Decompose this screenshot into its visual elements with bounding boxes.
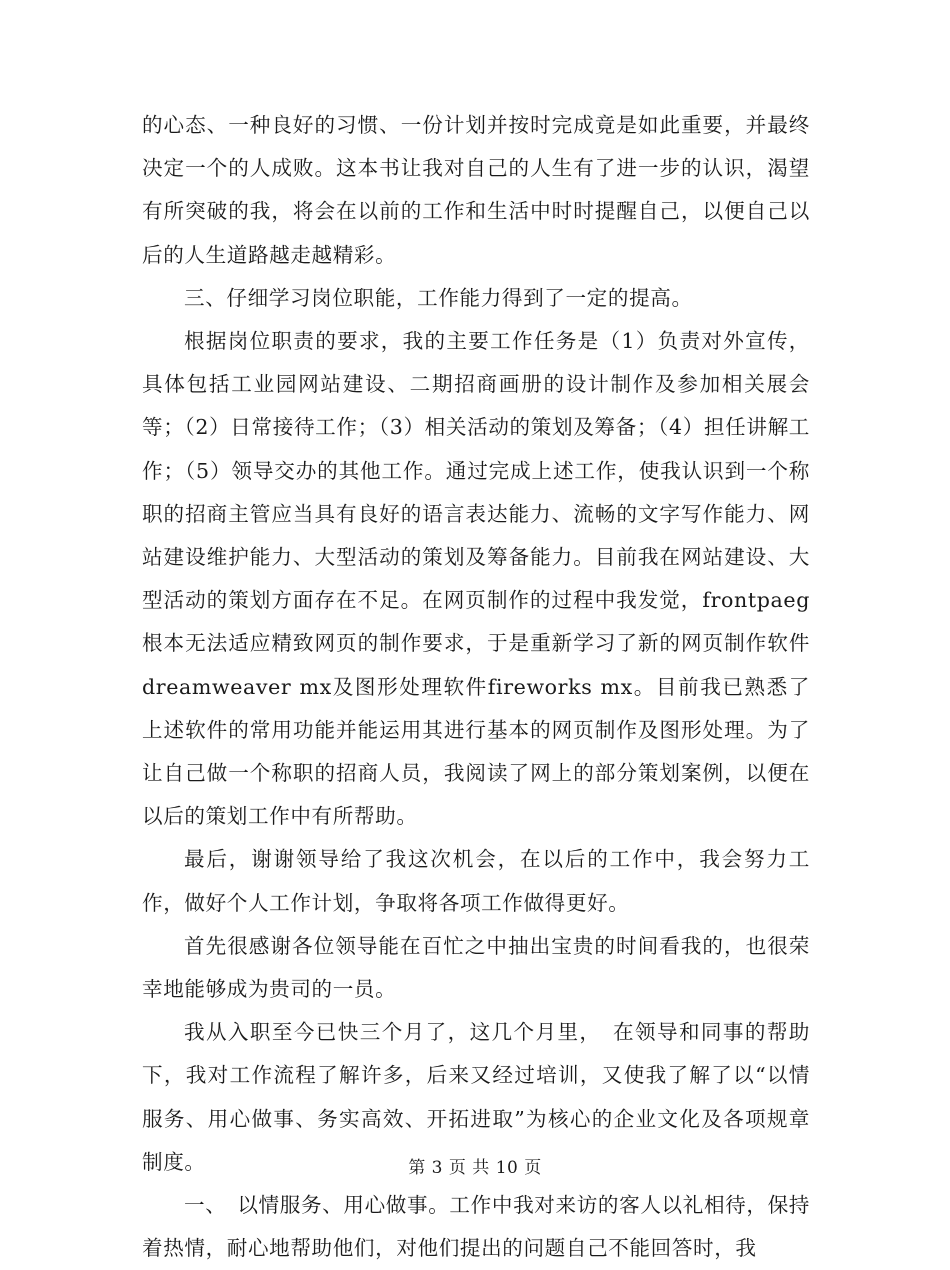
document-body bbox=[142, 104, 810, 1270]
paragraph: 根据岗位职责的要求，我的主要工作任务是（1）负责对外宣传，具体包括工业园网站建设、二期招商画册的设计制作及参加相关展会等；（2）日常接待工作；（3）相关活动的策划及筹备；（4）担任讲解工作；（5）领导交办的其他工作。通过完成上述工作，使我认识到一个称职的招商主管应当具有良好的语言表达能力、流畅的文字写作能力、网站建设维护能力、大型活动的策划及筹备能力。目前我在网站建设、大型活动的策划方面存在不足。在网页制作的过程中我发觉，frontpaeg根本无法适应精致网页的制作要求，于是重新学习了新的网页制作软件dreamweaver mx及图形处理软件fireworks mx。目前我已熟悉了上述软件的常用功能并能运用其进行基本的网页制作及图形处理。为了让自己做一个称职的招商人员，我阅读了网上的部分策划案例，以便在以后的策划工作中有所帮助。 bbox=[142, 329, 810, 829]
paragraph: 最后，谢谢领导给了我这次机会，在以后的工作中，我会努力工作，做好个人工作计划，争取将各项工作做得更好。 bbox=[142, 847, 810, 915]
page-footer: 第 3 页 共 10 页 bbox=[408, 1158, 542, 1178]
paragraph: 一、 以情服务、用心做事。工作中我对来访的客人以礼相待，保持着热情，耐心地帮助他们，对他们提出的问题自己不能回答时，我 bbox=[142, 1193, 810, 1261]
paragraph: 的心态、一种良好的习惯、一份计划并按时完成竟是如此重要，并最终决定一个的人成败。这本书让我对自己的人生有了进一步的认识，渴望有所突破的我，将会在以前的工作和生活中时时提醒自己，以便自己以后的人生道路越走越精彩。 bbox=[142, 113, 810, 267]
paragraph: 首先很感谢各位领导能在百忙之中抽出宝贵的时间看我的，也很荣幸地能够成为贵司的一员。 bbox=[142, 933, 810, 1002]
paragraph: 我从入职至今已快三个月了，这几个月里， 在领导和同事的帮助下，我对工作流程了解许多，后来又经过培训，又使我了解了以“以情服务、用心做事、务实高效、开拓进取”为核心的企业文化及各项规章制度。 bbox=[142, 1020, 810, 1174]
section-heading: 三、仔细学习岗位职能，工作能力得到了一定的提高。 bbox=[184, 285, 693, 310]
